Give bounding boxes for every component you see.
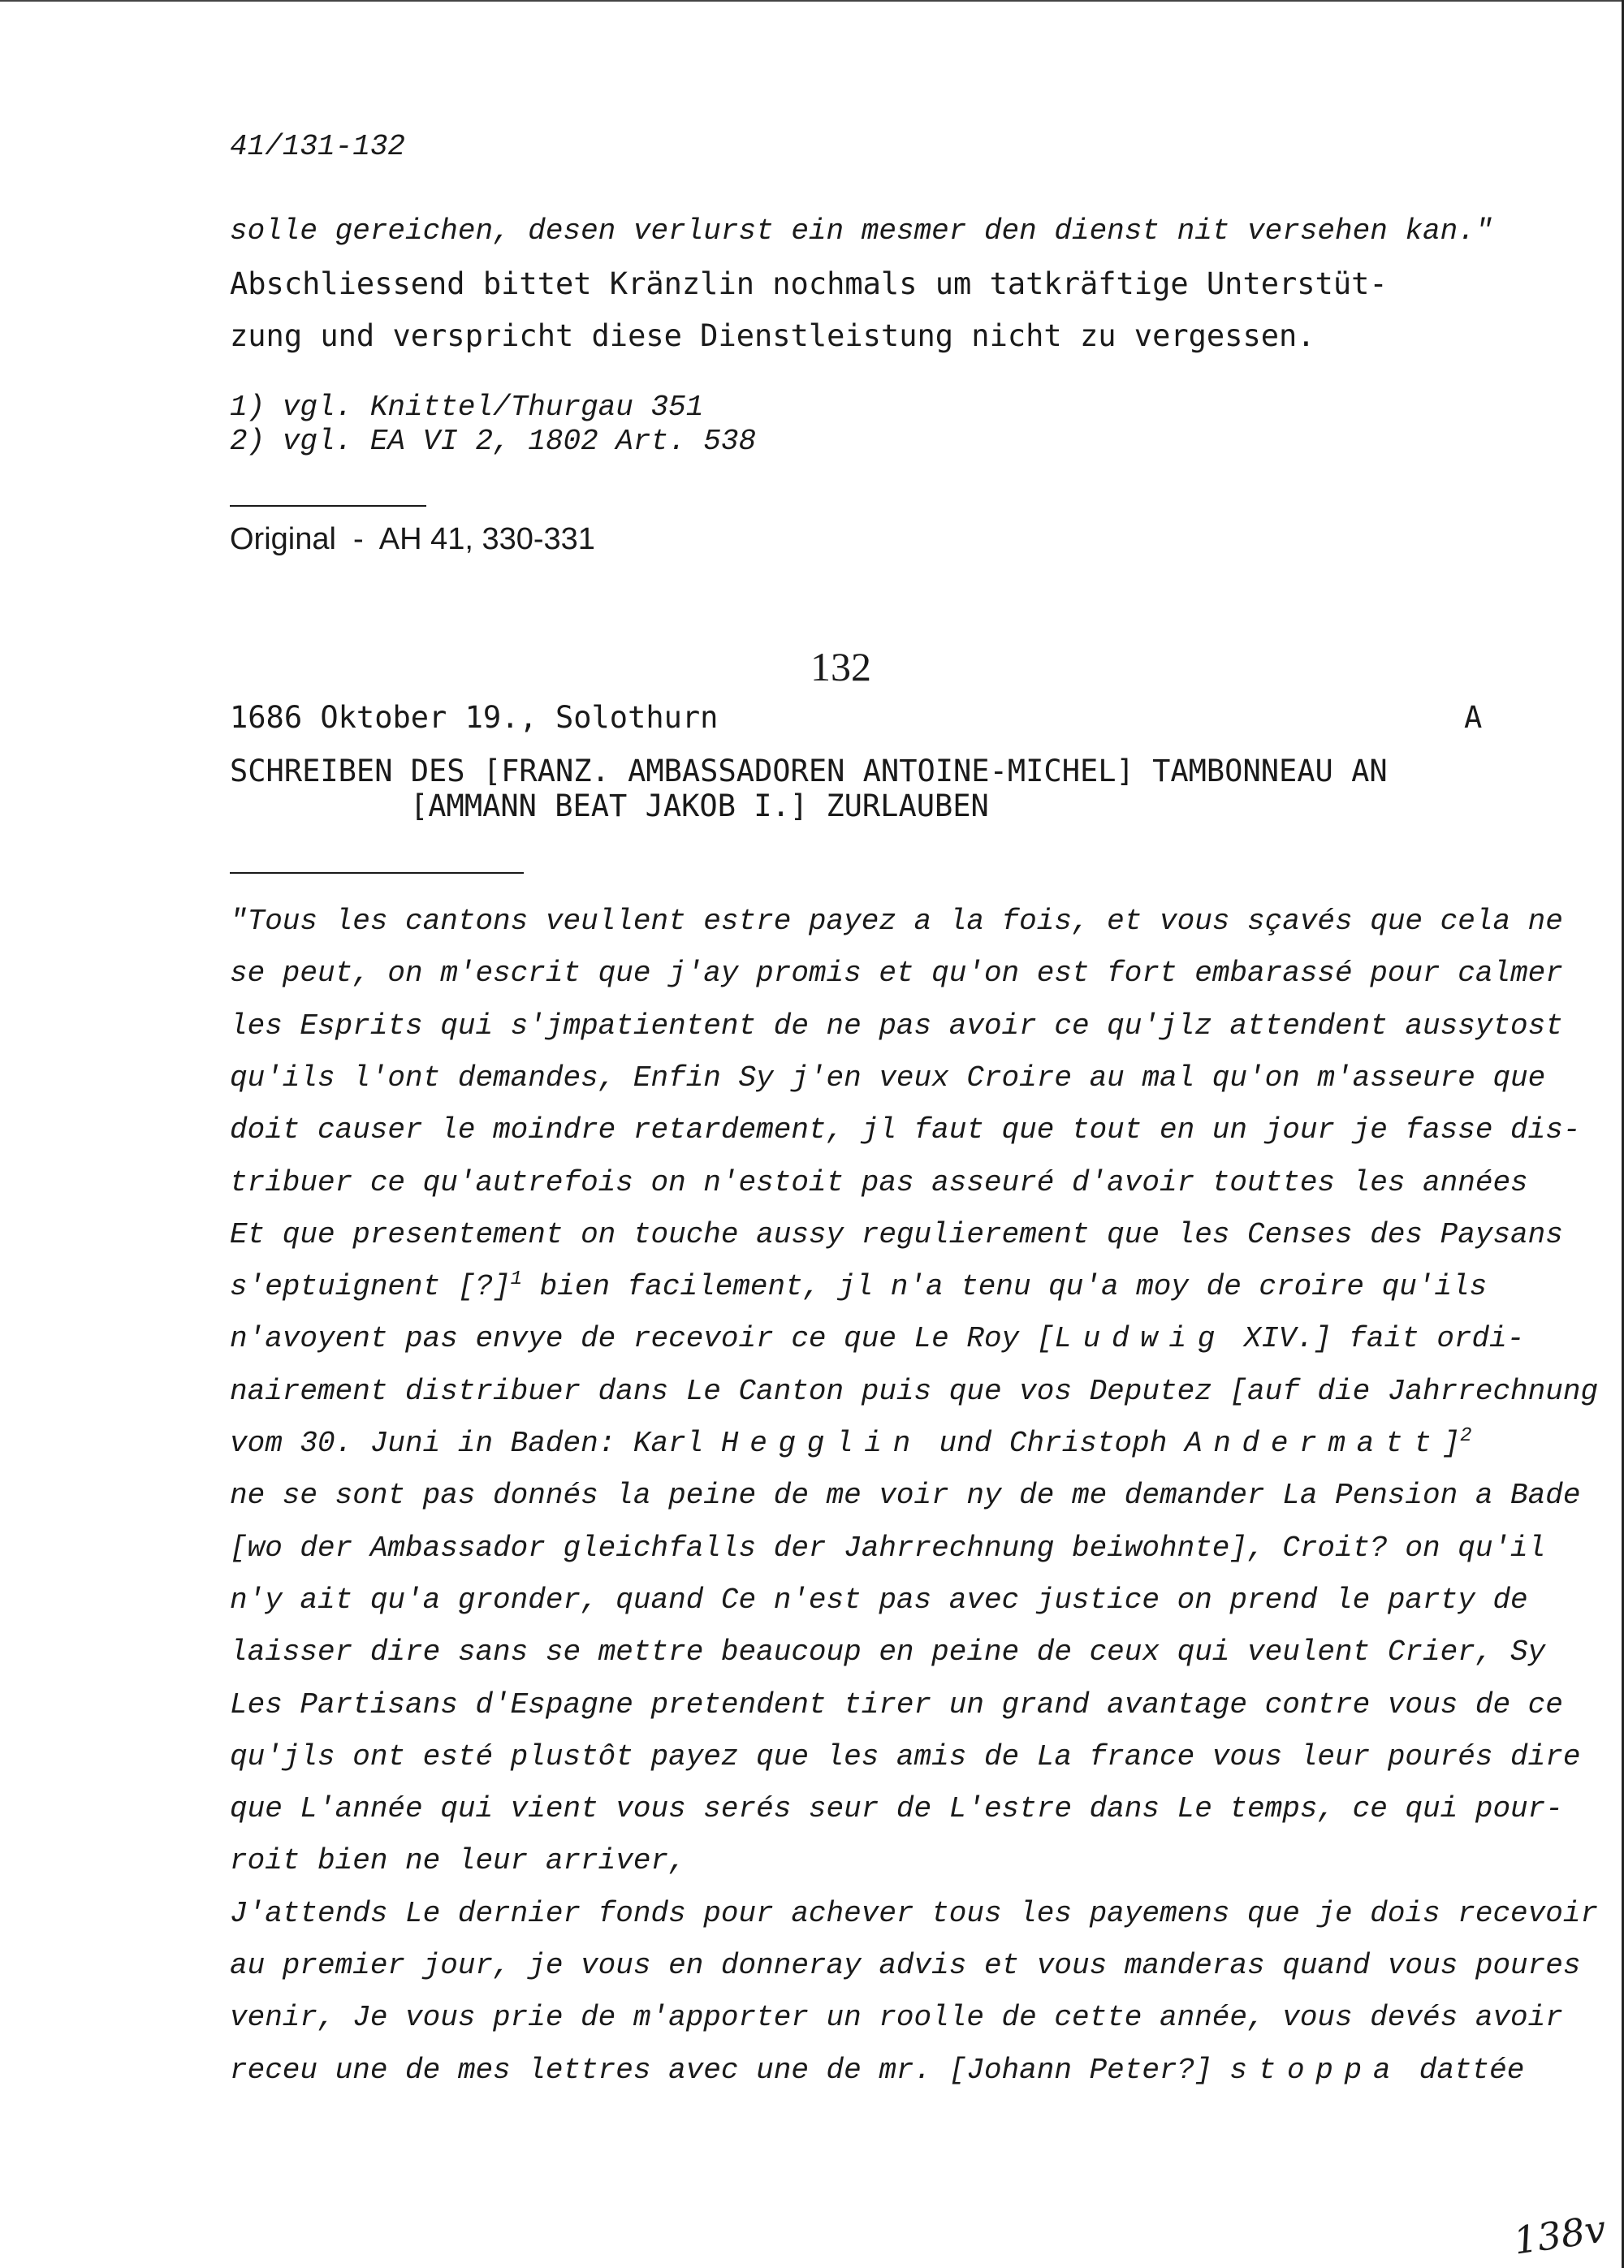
- letter-line-16: Les Partisans d'Espagne pretendent tirer un grand avantage contre vous de ce: [230, 1687, 1563, 1722]
- previous-text-line-1: solle gereichen, desen verlurst ein mesmer den dienst nit versehen kan.": [230, 214, 1493, 248]
- letter-line-10: nairement distribuer dans Le Canton puis que vos Deputez [auf die Jahrrechnung: [230, 1374, 1599, 1408]
- letter-line-5: doit causer le moindre retardement, jl faut que tout en un jour je fasse dis-: [230, 1113, 1581, 1147]
- letter-line-7: Et que presentement on touche aussy regulierement que les Censes des Paysans: [230, 1217, 1563, 1251]
- document-date-place: 1686 Oktober 19., Solothurn: [230, 700, 719, 735]
- letter-line-13: [wo der Ambassador gleichfalls der Jahrrechnung beiwohnte], Croit? on qu'il: [230, 1531, 1546, 1565]
- page-reference: 41/131-132: [230, 130, 406, 163]
- source-reference: Original - AH 41, 330-331: [230, 522, 595, 556]
- footnote-2: 2) vgl. EA VI 2, 1802 Art. 538: [230, 425, 757, 458]
- letter-line-12: ne se sont pas donnés la peine de me voir ny de me demander La Pension a Bade: [230, 1479, 1581, 1513]
- letter-line-3: les Esprits qui s'jmpatientent de ne pas avoir ce qu'jlz attendent aussytost: [230, 1009, 1563, 1043]
- letter-line-8: s'eptuignent [?]$^1$ bien facilement, jl n'a tenu qu'a moy de croire qu'ils: [230, 1268, 1488, 1304]
- letter-line-2: se peut, on m'escrit que j'ay promis et qu'on est fort embarassé pour calmer: [230, 957, 1563, 991]
- document-number: 132: [810, 644, 871, 689]
- letter-line-9: n'avoyent pas envye de recevoir ce que Le Roy [Ludwig XIV.] fait ordi-: [230, 1322, 1525, 1356]
- letter-line-18: que L'année qui vient vous serés seur de L'estre dans Le temps, ce qui pour-: [230, 1792, 1563, 1826]
- letter-line-17: qu'jls ont esté plustôt payez que les amis de La france vous leur pourés dire: [230, 1739, 1581, 1773]
- page-edge-top: [0, 0, 1624, 2]
- title-separator: [230, 872, 524, 874]
- letter-line-21: au premier jour, je vous en donneray advis et vous manderas quand vous poures: [230, 1949, 1581, 1982]
- letter-line-14: n'y ait qu'a gronder, quand Ce n'est pas avec justice on prend le party de: [230, 1583, 1528, 1617]
- document-classification: A: [1464, 700, 1483, 735]
- letter-line-15: laisser dire sans se mettre beaucoup en peine de ceux qui veulent Crier, Sy: [230, 1635, 1546, 1670]
- previous-text-line-3: zung und verspricht diese Dienstleistung nicht zu vergessen.: [230, 318, 1315, 353]
- letter-line-20: J'attends Le dernier fonds pour achever tous les payemens que je dois recevoir: [230, 1896, 1599, 1930]
- letter-line-6: tribuer ce qu'autrefois on n'estoit pas asseuré d'avoir touttes les années: [230, 1165, 1528, 1199]
- folio-mark: 138v: [1510, 2206, 1609, 2263]
- footnote-1: 1) vgl. Knittel/Thurgau 351: [230, 391, 704, 424]
- footnote-separator: [230, 505, 426, 507]
- letter-line-1: "Tous les cantons veullent estre payez a la fois, et vous sçavés que cela ne: [230, 905, 1563, 938]
- letter-line-22: venir, Je vous prie de m'apporter un roolle de cette année, vous devés avoir: [230, 2001, 1563, 2035]
- document-title-line-2: [AMMANN BEAT JAKOB I.] ZURLAUBEN: [410, 788, 989, 823]
- document-title-line-1: SCHREIBEN DES [FRANZ. AMBASSADOREN ANTOINE-MICHEL] TAMBONNEAU AN: [230, 754, 1388, 788]
- letter-line-11: vom 30. Juni in Baden: Karl Hegglin und Christoph Andermatt]$^2$: [230, 1425, 1472, 1460]
- letter-line-19: roit bien ne leur arriver,: [230, 1844, 686, 1878]
- letter-line-4: qu'ils l'ont demandes, Enfin Sy j'en veux Croire au mal qu'on m'asseure que: [230, 1061, 1546, 1095]
- letter-line-23: receu une de mes lettres avec une de mr. [Johann Peter?] stoppa dattée: [230, 2053, 1525, 2087]
- previous-text-line-2: Abschliessend bittet Kränzlin nochmals um tatkräftige Unterstüt-: [230, 266, 1388, 301]
